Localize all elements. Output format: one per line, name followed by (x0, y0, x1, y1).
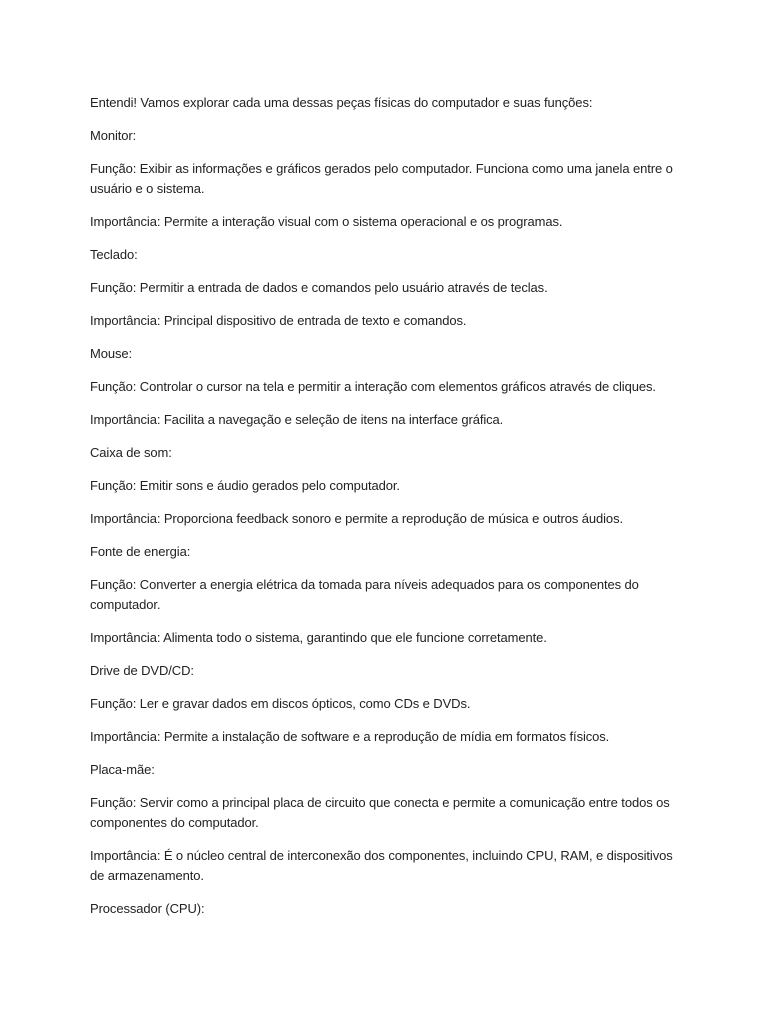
power-supply-importance: Importância: Alimenta todo o sistema, garantindo que ele funcione corretamente. (90, 630, 547, 645)
document-page (90, 93, 680, 932)
speaker-importance: Importância: Proporciona feedback sonoro e permite a reprodução de música e outros áudios. (90, 511, 623, 526)
section-heading-dvd-drive: Drive de DVD/CD: (90, 663, 194, 678)
power-supply-function: Função: Converter a energia elétrica da tomada para níveis adequados para os componentes do computador. (90, 577, 639, 612)
section-heading-monitor: Monitor: (90, 128, 137, 143)
motherboard-function: Função: Servir como a principal placa de circuito que conecta e permite a comunicação entre todos os componentes do computador. (90, 795, 670, 830)
section-heading-cpu: Processador (CPU): (90, 901, 205, 916)
section-heading-speaker: Caixa de som: (90, 445, 172, 460)
section-heading-keyboard: Teclado: (90, 247, 138, 262)
motherboard-importance: Importância: É o núcleo central de interconexão dos componentes, incluindo CPU, RAM, e dispositivos de armazenamento. (90, 848, 673, 883)
mouse-function: Função: Controlar o cursor na tela e permitir a interação com elementos gráficos através de cliques. (90, 379, 656, 394)
dvd-drive-importance: Importância: Permite a instalação de software e a reprodução de mídia em formatos físicos. (90, 729, 610, 744)
intro-paragraph: Entendi! Vamos explorar cada uma dessas peças físicas do computador e suas funções: (90, 95, 593, 110)
dvd-drive-function: Função: Ler e gravar dados em discos ópticos, como CDs e DVDs. (90, 696, 471, 711)
keyboard-importance: Importância: Principal dispositivo de entrada de texto e comandos. (90, 313, 467, 328)
keyboard-function: Função: Permitir a entrada de dados e comandos pelo usuário através de teclas. (90, 280, 548, 295)
monitor-function: Função: Exibir as informações e gráficos gerados pelo computador. Funciona como uma janela entre o usuário e o sistema. (90, 161, 673, 196)
monitor-importance: Importância: Permite a interação visual com o sistema operacional e os programas. (90, 214, 563, 229)
speaker-function: Função: Emitir sons e áudio gerados pelo computador. (90, 478, 400, 493)
section-heading-power-supply: Fonte de energia: (90, 544, 191, 559)
mouse-importance: Importância: Facilita a navegação e seleção de itens na interface gráfica. (90, 412, 504, 427)
section-heading-mouse: Mouse: (90, 346, 133, 361)
section-heading-motherboard: Placa-mãe: (90, 762, 155, 777)
